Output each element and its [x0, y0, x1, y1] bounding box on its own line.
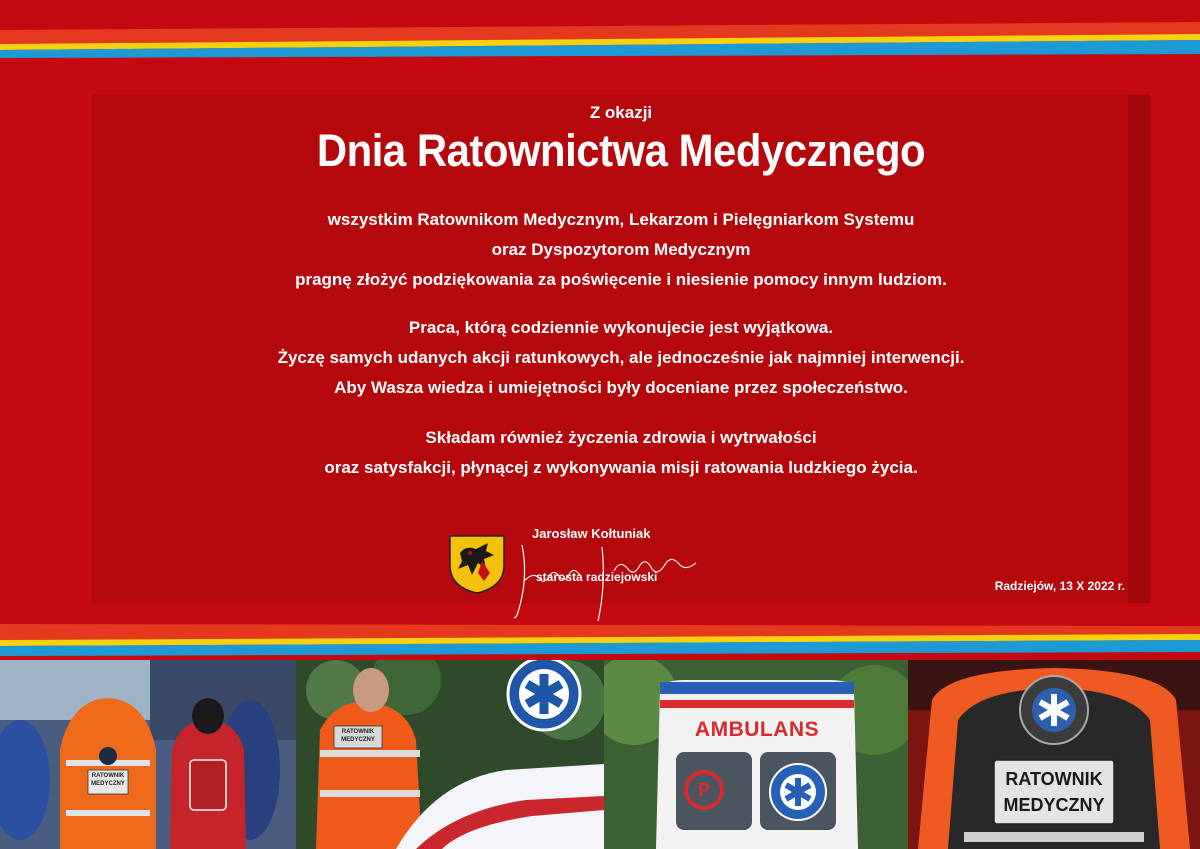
photo-ambulance-rear: AMBULANS P — [604, 660, 908, 849]
date-place: Radziejów, 13 X 2022 r. — [994, 579, 1125, 593]
message-line: Składam również życzenia zdrowia i wytrwałości — [425, 428, 817, 447]
page-title: Dnia Ratownictwa Medycznego — [316, 125, 926, 176]
message-line: pragnę złożyć podziękowania za poświęcenie i niesienie pomocy innym ludziom. — [295, 270, 947, 289]
occasion-text: Z okazji — [589, 103, 653, 122]
vest-label-line2: MEDYCZNY — [91, 781, 125, 787]
vest-label-line1: RATOWNIK — [1005, 769, 1103, 789]
message-line: oraz satysfakcji, płynącej z wykonywania misji ratowania ludzkiego życia. — [324, 458, 918, 477]
photo-strip — [0, 660, 1200, 849]
vest-label-line1: RATOWNIK — [341, 729, 375, 735]
top-decorative-stripes — [0, 18, 1200, 68]
ambulance-label: AMBULANS — [694, 718, 820, 741]
message-line: wszystkim Ratownikom Medycznym, Lekarzom i Pielęgniarkom Systemu — [327, 210, 915, 229]
signer-name: Jarosław Kołtuniak — [532, 526, 651, 541]
vest-label-line2: MEDYCZNY — [341, 737, 375, 743]
message-paragraph-1 — [92, 205, 1150, 295]
greeting-panel — [92, 95, 1150, 603]
vest-label-line2: MEDYCZNY — [1003, 795, 1105, 815]
photo-paramedic-back — [908, 660, 1200, 849]
bottom-decorative-stripes — [0, 618, 1200, 660]
vest-label-line1: RATOWNIK — [91, 773, 125, 779]
message-line: Życzę samych udanych akcji ratunkowych, ale jednocześnie jak najmniej interwencji. — [277, 348, 965, 367]
message-paragraph-3 — [92, 423, 1150, 483]
message-line: Praca, którą codziennie wykonujecie jest wyjątkowa. — [408, 318, 834, 337]
photo-paramedics-crowd — [0, 660, 296, 849]
signer-role: starosta radziejowski — [536, 570, 658, 584]
message-line: Aby Wasza wiedza i umiejętności były doceniane przez społeczeństwo. — [334, 378, 908, 397]
county-coat-of-arms-icon — [446, 533, 508, 595]
photo-paramedic-ambulance — [296, 660, 604, 849]
message-line: oraz Dyspozytorom Medycznym — [491, 240, 751, 259]
message-paragraph-2 — [92, 313, 1150, 403]
